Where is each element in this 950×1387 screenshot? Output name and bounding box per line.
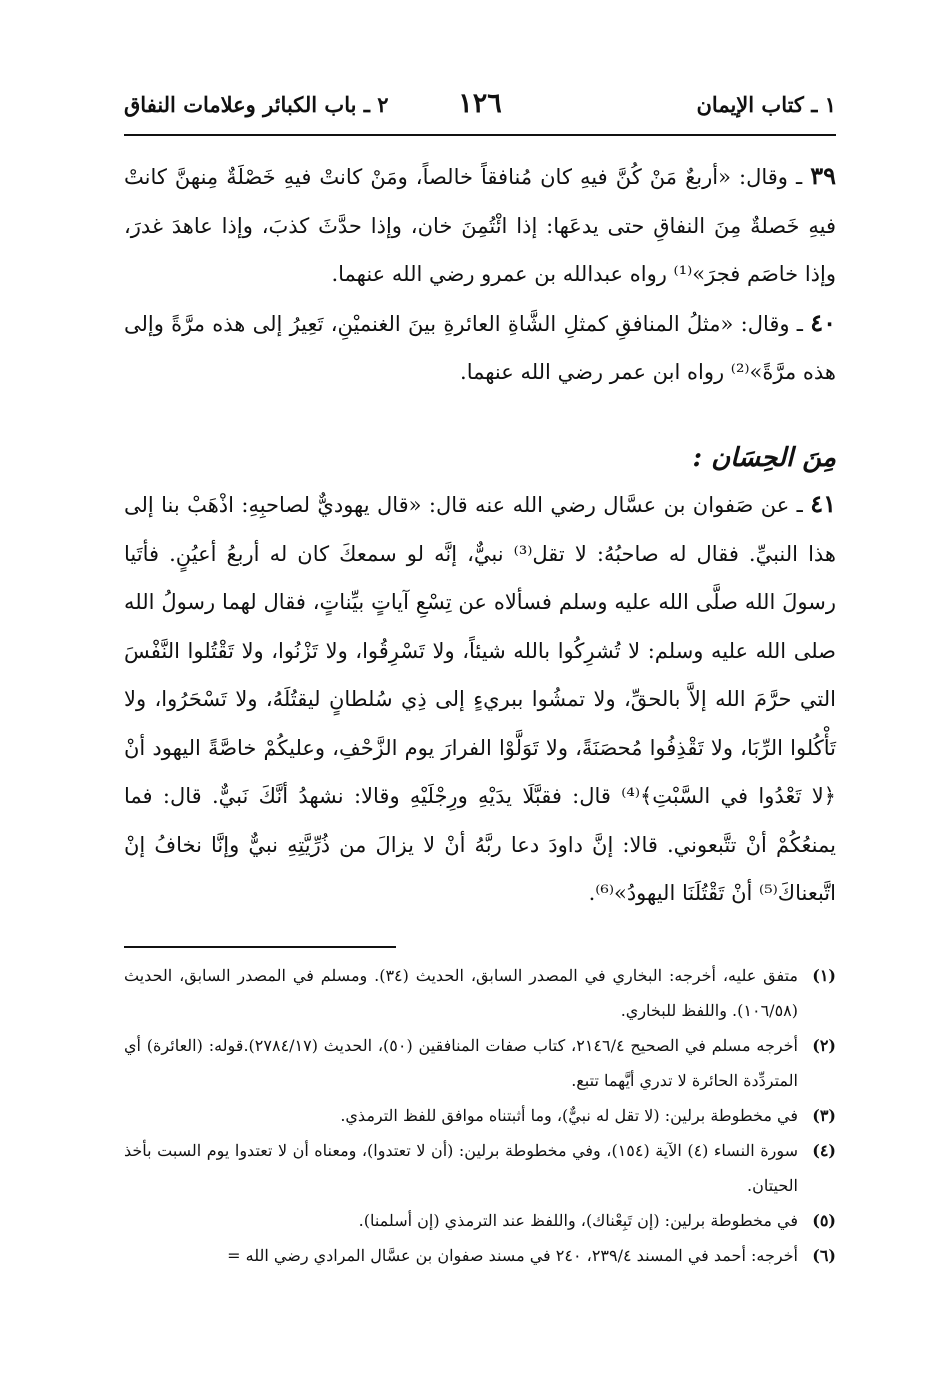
footnote-text: سورة النساء (٤) الآية (١٥٤)، وفي مخطوطة برلين: (أن لا تعتدوا)، ومعناه أن لا تعتدوا يوم السبت بأخذ الحيتان. [124, 1141, 799, 1195]
footnote [124, 1238, 836, 1273]
footnote-text: أخرجه مسلم في الصحيح ٢١٤٦/٤، كتاب صفات المنافقين (٥٠)، الحديث (٢٧٨٤/١٧).قوله: (العائرة) أي المتردِّدة الحائرة لا تدري أيَّهما تتبع. [124, 1036, 798, 1090]
header-divider [124, 134, 836, 136]
hadith-text: ـ وقال: «أربعٌ مَنْ كُنَّ فيهِ كان مُنافقاً خالصاً، ومَنْ كانتْ فيهِ خَصْلَةٌ مِنهنَّ كانتْ فيهِ خَصلةٌ مِنَ النفاقِ حتى يدعَها: إذا ائْتُمِنَ خان، وإذا حدَّثَ كذبَ، وإذا عاهدَ غدرَ، وإذا خاصَم فجرَ»⁽¹⁾ رواه عبدالله بن عمرو رضي الله عنهما. [124, 165, 836, 286]
footnote-mark: (٢) [812, 1036, 836, 1055]
footnote-mark: (١) [812, 966, 836, 985]
footnote [124, 958, 836, 1028]
footnote-mark: (٤) [812, 1141, 836, 1160]
footnote-text: في مخطوطة برلين: (لا تقل له نبيٌّ)، وما أثبتناه موافق للفظ الترمذي. [340, 1106, 798, 1125]
footnote-text: في مخطوطة برلين: (إن تَبِعْناك)، واللفظ عند الترمذي (إن أسلمنا). [358, 1211, 798, 1230]
footnote [124, 1203, 836, 1238]
hadith-40 [124, 299, 836, 397]
hadith-41 [124, 480, 836, 918]
footnote-text: أخرجه: أحمد في المسند ٢٣٩/٤، ٢٤٠ في مسند صفوان بن عسَّال المرادي رضي الله = [227, 1246, 798, 1265]
hadith-39 [124, 152, 836, 299]
book-page [124, 0, 836, 1387]
hadith-number: ٤١ [810, 489, 836, 518]
page-number: ١٢٦ [458, 88, 502, 119]
footnote-mark: (٦) [812, 1246, 836, 1265]
hadith-number: ٤٠ [810, 307, 836, 337]
footnote [124, 1028, 836, 1098]
footnote-mark: (٥) [812, 1211, 836, 1230]
main-text-block [124, 152, 836, 397]
footnote [124, 1133, 836, 1203]
footnotes [124, 958, 836, 1273]
main-text-block-2 [124, 480, 836, 918]
hadith-text: ـ وقال: «مثلُ المنافقِ كمثلِ الشَّاةِ العائرةِ بينَ الغنميْنِ، تَعِيرُ إلى هذه مرَّةً وإلى هذه مرَّةً»⁽²⁾ رواه ابن عمر رضي الله عنهما. [124, 311, 836, 384]
footnote-divider [124, 946, 396, 948]
running-header [124, 88, 836, 132]
hadith-text: ـ عن صَفوان بن عسَّال رضي الله عنه قال: «قال يهوديٌّ لصاحبِهِ: اذْهَبْ بنا إلى هذا النبيِّ. فقال له صاحبُهُ: لا تقل⁽³⁾ نبيٌّ، إنَّه لو سمعكَ كان له أربعُ أعيُنٍ. فأتَيا رسولَ الله صلَّى الله عليه وسلم فسألاه عن تِسْعِ آياتٍ بيِّناتٍ، فقال لهما رسولُ الله صلى الله عليه وسلم: لا تُشرِكُوا بالله شيئاً، ولا تَسْرِقُوا، ولا تَزْنُوا، ولا تَقْتُلوا النَّفْسَ التي حرَّمَ الله إلاَّ بالحقِّ، ولا تمشُوا ببريءٍ إلى ذِي سُلطانٍ ليقتُلَهُ، ولا تَسْحَرُوا، ولا تَأْكُلوا الرِّبَا، ولا تَقْذِفُوا مُحصَنَةً، ولا تَوَلَّوْا الفرارَ يوم الزَّحْفِ، وعليكُمْ خاصَّةً اليهود أنْ ﴿لا تَعْدُوا في السَّبْتِ﴾⁽⁴⁾ قال: فقبَّلَا يدَيْهِ ورِجْلَيْهِ وقالا: نشهدُ أنَّكَ نَبيٌّ. قال: فما يمنعُكُمْ أنْ تتَّبعوني. قالا: إنَّ داودَ دعا ربَّهُ أنْ لا يزالَ من ذُرِّيَّتِهِ نبيٌّ وإنَّا نخافُ إنْ اتَّبعناكَ⁽⁵⁾ أنْ تَقْتُلَنَا اليهودُ»⁽⁶⁾. [124, 493, 836, 905]
header-chapter-title: ٢ ـ باب الكبائر وعلامات النفاق [124, 92, 389, 117]
section-heading: مِنَ الحِسَان : [692, 443, 836, 473]
footnote-mark: (٣) [812, 1106, 836, 1125]
footnote [124, 1098, 836, 1133]
hadith-number: ٣٩ [810, 161, 836, 190]
header-book-title: ١ ـ كتاب الإيمان [696, 92, 836, 117]
footnote-text: متفق عليه، أخرجه: البخاري في المصدر السابق، الحديث (٣٤). ومسلم في المصدر السابق، الحديث (١٠٦/٥٨). واللفظ للبخاري. [124, 966, 799, 1020]
